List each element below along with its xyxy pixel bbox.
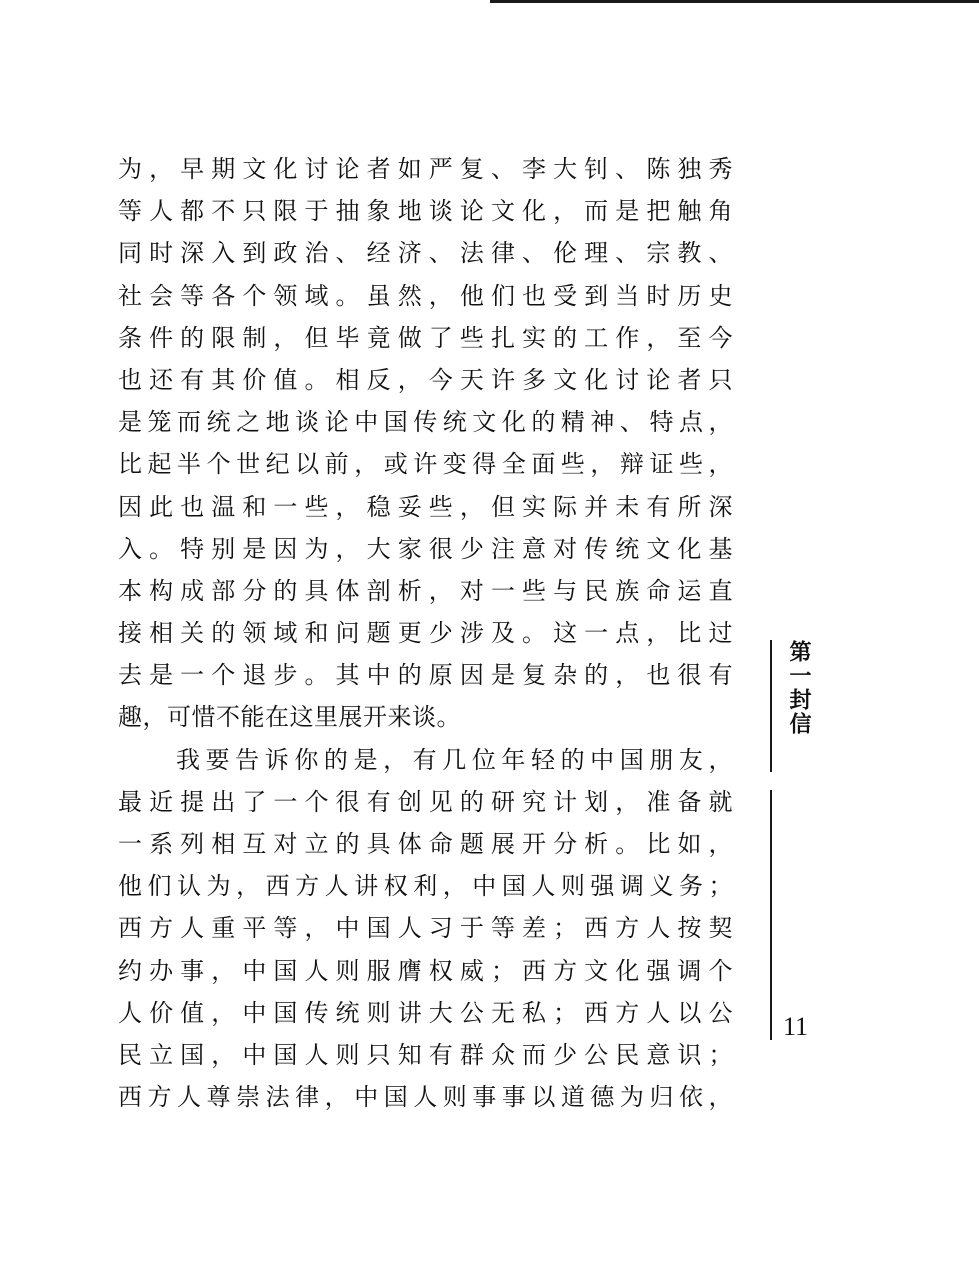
text-line: 因此也温和一些，稳妥些，但实际并未有所深 xyxy=(118,492,733,521)
text-line: 本构成部分的具体剖析，对一些与民族命运直 xyxy=(118,576,733,605)
text-line: 最近提出了一个很有创见的研究计划，准备就 xyxy=(118,787,733,816)
text-line: 条件的限制，但毕竟做了些扎实的工作，至今 xyxy=(118,323,733,352)
text-line: 入。特别是因为，大家很少注意对传统文化基 xyxy=(118,534,733,563)
text-line: 约办事，中国人则服膺权威；西方文化强调个 xyxy=(118,956,733,985)
text-line: 为，早期文化讨论者如严复、李大钊、陈独秀 xyxy=(118,155,733,183)
margin-rule-upper xyxy=(770,640,772,772)
top-rule xyxy=(490,0,979,3)
text-line: 也还有其价值。相反，今天许多文化讨论者只 xyxy=(118,365,733,394)
text-line: 接相关的领域和问题更少涉及。这一点，比过 xyxy=(118,619,733,648)
body-text xyxy=(118,148,733,1118)
page-number: 11 xyxy=(783,1012,809,1041)
text-line: 人价值，中国传统则讲大公无私；西方人以公 xyxy=(118,998,733,1027)
margin-rule-lower xyxy=(770,790,772,1040)
text-line: 比起半个世纪以前，或许变得全面些，辩证些， xyxy=(118,450,733,479)
text-line: 等人都不只限于抽象地谈论文化，而是把触角 xyxy=(118,197,733,226)
text-line: 同时深入到政治、经济、法律、伦理、宗教、 xyxy=(118,239,733,268)
text-line: 是笼而统之地谈论中国传统文化的精神、特点， xyxy=(118,408,733,437)
paragraph-end-line: 趣，可惜不能在这里展开来谈。 xyxy=(118,703,461,732)
text-line: 社会等各个领域。虽然，他们也受到当时历史 xyxy=(118,281,733,310)
text-line: 他们认为，西方人讲权利，中国人则强调义务； xyxy=(118,872,733,901)
text-line: 西方人尊崇法律，中国人则事事以道德为归依， xyxy=(118,1083,733,1112)
paragraph-start-line: 我要告诉你的是，有几位年轻的中国朋友， xyxy=(176,745,733,774)
text-line: 西方人重平等，中国人习于等差；西方人按契 xyxy=(118,914,733,943)
text-line: 一系列相互对立的具体命题展开分析。比如， xyxy=(118,830,733,858)
text-line: 去是一个退步。其中的原因是复杂的，也很有 xyxy=(118,661,733,690)
text-line: 民立国，中国人则只知有群众而少公民意识； xyxy=(118,1040,733,1069)
chapter-label: 第一封信 xyxy=(786,640,811,736)
